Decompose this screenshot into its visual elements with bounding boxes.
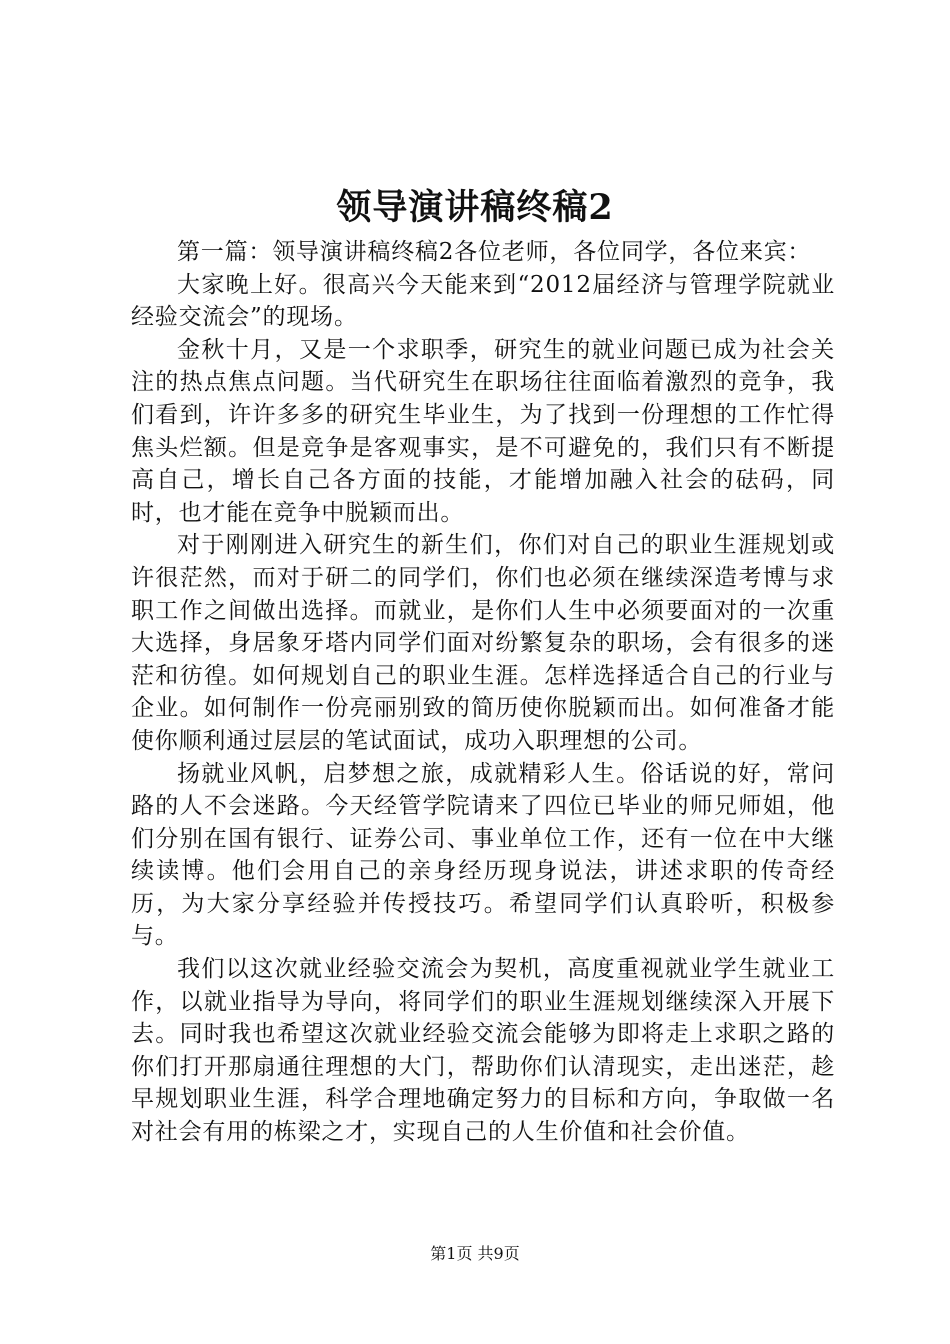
document-body — [131, 236, 835, 1149]
paragraph-6: 我们以这次就业经验交流会为契机，高度重视就业学生就业工作，以就业指导为导向，将同学们的职业生涯规划继续深入开展下去。同时我也希望这次就业经验交流会能够为即将走上求职之路的你们打开那扇通往理想的大门，帮助你们认清现实，走出迷茫，趁早规划职业生涯，科学合理地确定努力的目标和方向，争取做一名对社会有用的栋梁之才，实现自己的人生价值和社会价值。 — [131, 956, 835, 1146]
paragraph-5: 扬就业风帆，启梦想之旅，成就精彩人生。俗话说的好，常问路的人不会迷路。今天经管学院请来了四位已毕业的师兄师姐，他们分别在国有银行、证券公司、事业单位工作，还有一位在中大继续读博。他们会用自己的亲身经历现身说法，讲述求职的传奇经历，为大家分享经验并传授技巧。希望同学们认真聆听，积极参与。 — [131, 760, 835, 950]
paragraph-3: 金秋十月，又是一个求职季，研究生的就业问题已成为社会关注的热点焦点问题。当代研究生在职场往往面临着激烈的竞争，我们看到，许许多多的研究生毕业生，为了找到一份理想的工作忙得焦头烂额。但是竞争是客观事实，是不可避免的，我们只有不断提高自己，增长自己各方面的技能，才能增加融入社会的砝码，同时，也才能在竞争中脱颖而出。 — [131, 336, 835, 526]
paragraph-4: 对于刚刚进入研究生的新生们，你们对自己的职业生涯规划或许很茫然，而对于研二的同学们，你们也必须在继续深造考博与求职工作之间做出选择。而就业，是你们人生中必须要面对的一次重大选择，身居象牙塔内同学们面对纷繁复杂的职场，会有很多的迷茫和彷徨。如何规划自己的职业生涯。怎样选择适合自己的行业与企业。如何制作一份亮丽别致的简历使你脱颖而出。如何准备才能使你顺利通过层层的笔试面试，成功入职理想的公司。 — [131, 532, 835, 754]
paragraph-2: 大家晚上好。很高兴今天能来到“2012届经济与管理学院就业经验交流会”的现场。 — [131, 271, 835, 331]
paragraph-1: 第一篇：领导演讲稿终稿2各位老师，各位同学，各位来宾： — [177, 239, 812, 265]
page-number-footer: 第1页 共9页 — [430, 1244, 520, 1263]
document-title: 领导演讲稿终稿2 — [336, 187, 614, 228]
